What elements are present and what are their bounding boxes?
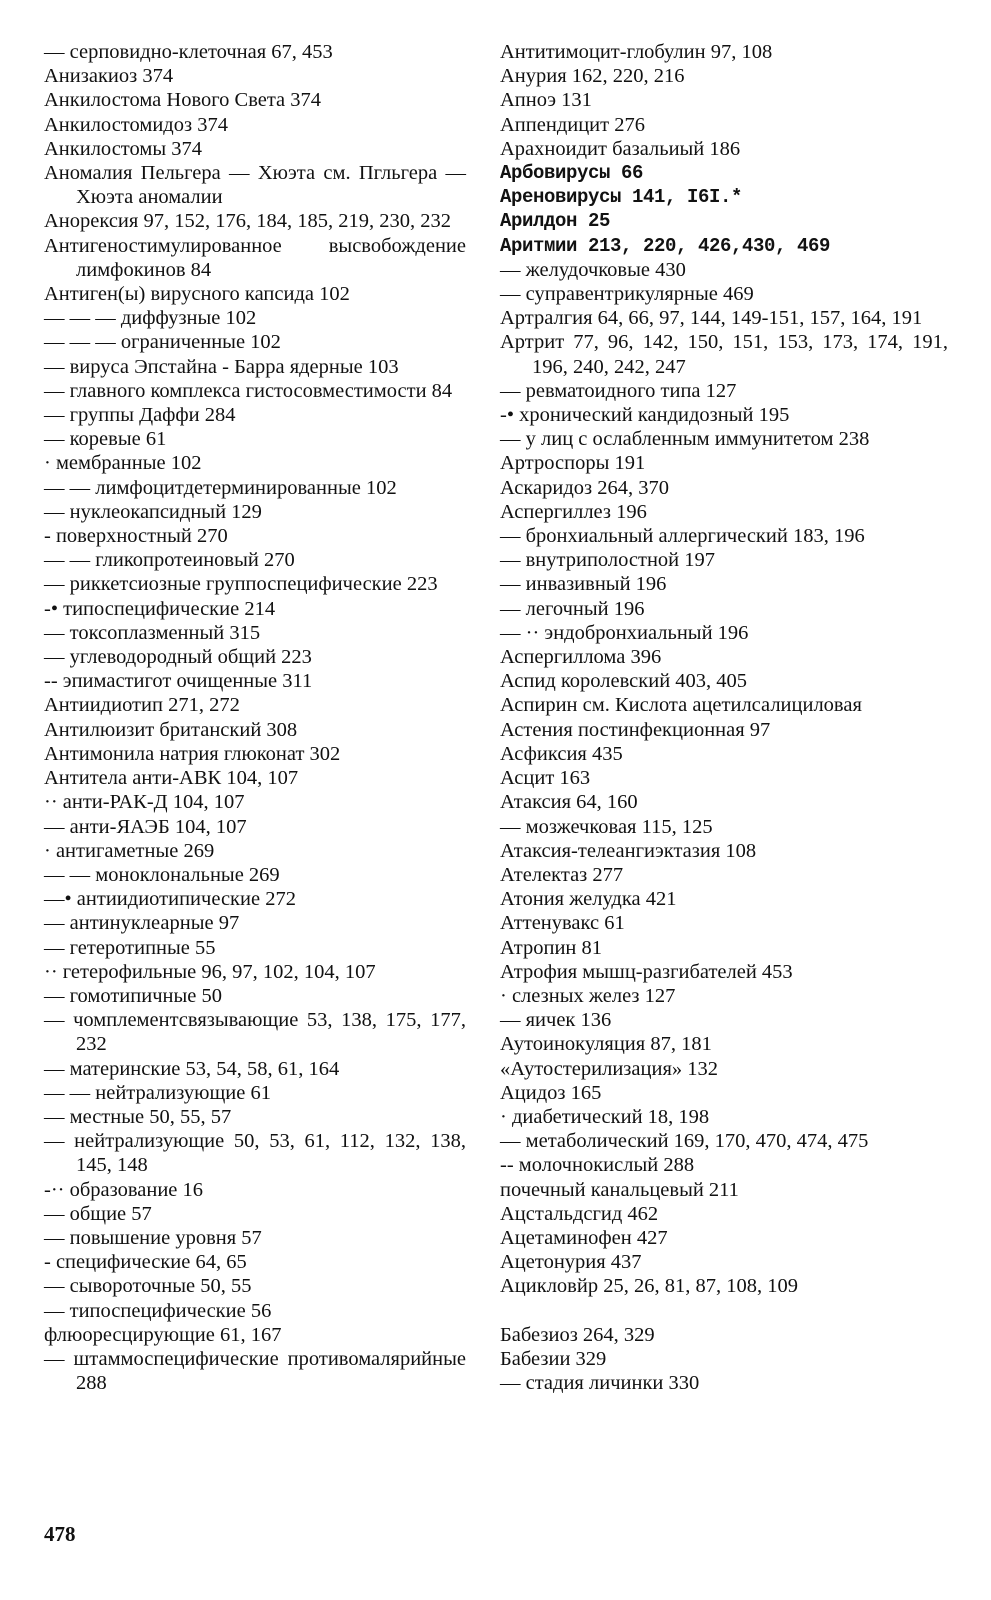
index-entry: — антинуклеарные 97: [44, 912, 240, 935]
index-entry: · слезных желез 127: [500, 984, 676, 1007]
index-entry: Аппендицит 276: [500, 113, 645, 136]
index-entry: Анкилостомидоз 374: [44, 113, 228, 136]
index-entry: — — гликопротеиновый 270: [44, 549, 295, 572]
index-entry: Антимонила натрия глюконат 302: [44, 742, 341, 765]
index-entry: Антитимоцит-глобулин 97, 108: [500, 41, 773, 63]
index-entry: — яичек 136: [500, 1009, 612, 1032]
index-entry: Аттенувакс 61: [500, 912, 625, 935]
index-entry: Антитела анти-АВК 104, 107: [44, 767, 299, 790]
index-entry: Бабезиоз 264, 329: [500, 1323, 655, 1346]
index-entry: - поверхностный 270: [44, 525, 228, 548]
index-entry: — — лимфоцитдетерминированные 102: [44, 476, 397, 499]
index-entry: Арбовирусы 66: [500, 162, 644, 185]
index-entry: Астения постинфекционная 97: [500, 718, 771, 741]
index-entry: — у лиц с ослабленным иммунитетом 238: [500, 428, 870, 451]
index-entry: — серповидно-клеточная 67, 453: [44, 41, 333, 63]
index-entry: — — — ограниченные 102: [44, 331, 281, 354]
index-entry: — риккетсиозные группоспецифические 223: [44, 573, 438, 596]
index-entry: Анизакиоз 374: [44, 65, 174, 88]
index-entry: -- молочнокислый 288: [500, 1154, 695, 1177]
index-entry: — местные 50, 55, 57: [44, 1105, 232, 1128]
index-entry: — легочный 196: [500, 597, 645, 620]
index-entry: - специфические 64, 65: [44, 1251, 247, 1274]
index-column-left: [44, 40, 466, 1395]
index-entry: — штаммоспецифические противомалярийные 288: [44, 1347, 466, 1395]
index-entry: — стадия личинки 330: [500, 1372, 700, 1395]
index-entry: — коревые 61: [44, 428, 167, 451]
index-entry: почечный канальцевый 211: [500, 1178, 739, 1201]
index-entry: -• типоспецифические 214: [44, 597, 276, 620]
index-entry: Ацетонурия 437: [500, 1251, 642, 1274]
index-entry: — повышение уровня 57: [44, 1226, 262, 1249]
index-entry: — инвазивный 196: [500, 573, 667, 596]
index-entry: Аритмии 213, 220, 426,430, 469: [500, 234, 831, 257]
index-entry: Артрит 77, 96, 142, 150, 151, 153, 173, 174, 191, 196, 240, 242, 247: [500, 331, 948, 378]
index-entry: Аспид королевский 403, 405: [500, 670, 748, 693]
index-entry: Атония желудка 421: [500, 888, 677, 911]
index-entry: Аномалия Пельгера — Хюэта см. Пгльгера — Хюэта аномалии: [44, 162, 466, 209]
index-entry: «Аутостерилизация» 132: [500, 1057, 719, 1080]
index-entry: Анкилостома Нового Света 374: [44, 89, 322, 112]
index-entry: Анурия 162, 220, 216: [500, 65, 685, 88]
index-entry: — анти-ЯАЭБ 104, 107: [44, 815, 247, 838]
index-entry: — гетеротипные 55: [44, 936, 216, 959]
index-column-right: [500, 40, 948, 1395]
index-entry: — чомплементсвязывающие 53, 138, 175, 177, 232: [44, 1009, 466, 1056]
section-gap: [500, 1299, 948, 1323]
index-entry: Атропин 81: [500, 936, 603, 959]
index-entry: — желудочковые 430: [500, 258, 686, 281]
index-entry: Асфиксия 435: [500, 742, 623, 765]
index-entry: ·· гетерофильные 96, 97, 102, 104, 107: [44, 960, 376, 983]
index-entry: Аспергиллез 196: [500, 500, 647, 523]
index-entry: — главного комплекса гистосовместимости 84: [44, 379, 453, 402]
index-entry: Апноэ 131: [500, 89, 592, 112]
index-entry: Ацстальдсгид 462: [500, 1202, 659, 1225]
index-entry: —• антиидиотипические 272: [44, 888, 296, 911]
index-entry: Бабезии 329: [500, 1347, 607, 1370]
index-entry: Атрофия мышц-разгибателей 453: [500, 960, 793, 983]
index-entry: Ацикловйр 25, 26, 81, 87, 108, 109: [500, 1275, 798, 1298]
index-entry: -·· образование 16: [44, 1178, 204, 1201]
index-entry: · диабетический 18, 198: [500, 1105, 710, 1128]
index-entry: — гомотипичные 50: [44, 984, 222, 1007]
index-entry: — сывороточные 50, 55: [44, 1275, 252, 1298]
index-entry: — токсоплазменный 315: [44, 621, 261, 644]
index-entry: — внутриполостной 197: [500, 549, 716, 572]
index-entry: Антигеностимулированное высвобождение лимфокинов 84: [44, 234, 466, 281]
index-entry: Антилюизит британский 308: [44, 718, 298, 741]
index-entry: Антиидиотип 271, 272: [44, 694, 240, 717]
index-entry: Атаксия-телеангиэктазия 108: [500, 839, 757, 862]
index-entry: · мембранные 102: [44, 452, 202, 475]
index-entry: — суправентрикулярные 469: [500, 283, 754, 306]
index-entry: — нуклеокапсидный 129: [44, 500, 262, 523]
page-number: 478: [44, 1522, 76, 1546]
index-entry: Арилдон 25: [500, 210, 611, 233]
index-entry: -• хронический кандидозный 195: [500, 404, 790, 427]
index-entry: — материнские 53, 54, 58, 61, 164: [44, 1057, 340, 1080]
index-entry: Аутоинокуляция 87, 181: [500, 1033, 712, 1056]
index-entry: Антиген(ы) вирусного капсида 102: [44, 283, 350, 306]
index-entry: Ателектаз 277: [500, 863, 624, 886]
index-entry: Аспергиллома 396: [500, 646, 662, 669]
index-entry: — углеводородный общий 223: [44, 646, 312, 669]
index-entry: — — — диффузные 102: [44, 307, 257, 330]
index-entry: — вируса Эпстайна - Барра ядерные 103: [44, 355, 399, 378]
index-entry: Арахноидит базальиый 186: [500, 137, 741, 160]
index-entry: ·· анти-РАК-Д 104, 107: [44, 791, 245, 814]
index-entry: — типоспецифические 56: [44, 1299, 272, 1322]
index-entry: — — моноклональные 269: [44, 863, 280, 886]
index-entry: Анкилостомы 374: [44, 137, 202, 160]
index-entry: — метаболический 169, 170, 470, 474, 475: [500, 1130, 869, 1153]
index-entry: — ревматоидного типа 127: [500, 379, 737, 402]
index-entry: · антигаметные 269: [44, 839, 215, 862]
index-entry: Аскаридоз 264, 370: [500, 476, 670, 499]
index-entry: Аспирин см. Кислота ацетилсалициловая: [500, 694, 862, 717]
index-entry: — нейтрализующие 50, 53, 61, 112, 132, 138, 145, 148: [44, 1130, 466, 1177]
index-entry: Асцит 163: [500, 767, 591, 790]
index-entry: Анорексия 97, 152, 176, 184, 185, 219, 230, 232: [44, 210, 451, 233]
index-entry: — общие 57: [44, 1202, 152, 1225]
index-entry: Артралгия 64, 66, 97, 144, 149-151, 157, 164, 191: [500, 307, 923, 330]
index-entry: Ацидоз 165: [500, 1081, 602, 1104]
index-entry: — мозжечковая 115, 125: [500, 815, 713, 838]
index-entry: — ·· эндобронхиальный 196: [500, 621, 749, 644]
index-entry: -- эпимастигот очищенные 311: [44, 670, 313, 693]
index-entry: Ацетаминофен 427: [500, 1226, 668, 1249]
index-entry: — группы Даффи 284: [44, 404, 236, 427]
index-entry: — — нейтрализующие 61: [44, 1081, 271, 1104]
index-entry: флюоресцирующие 61, 167: [44, 1323, 282, 1346]
index-entry: — бронхиальный аллергический 183, 196: [500, 525, 865, 548]
index-entry: Атаксия 64, 160: [500, 791, 638, 814]
index-entry: Ареновирусы 141, I6I.*: [500, 186, 743, 209]
index-entry: Артроспоры 191: [500, 452, 646, 475]
